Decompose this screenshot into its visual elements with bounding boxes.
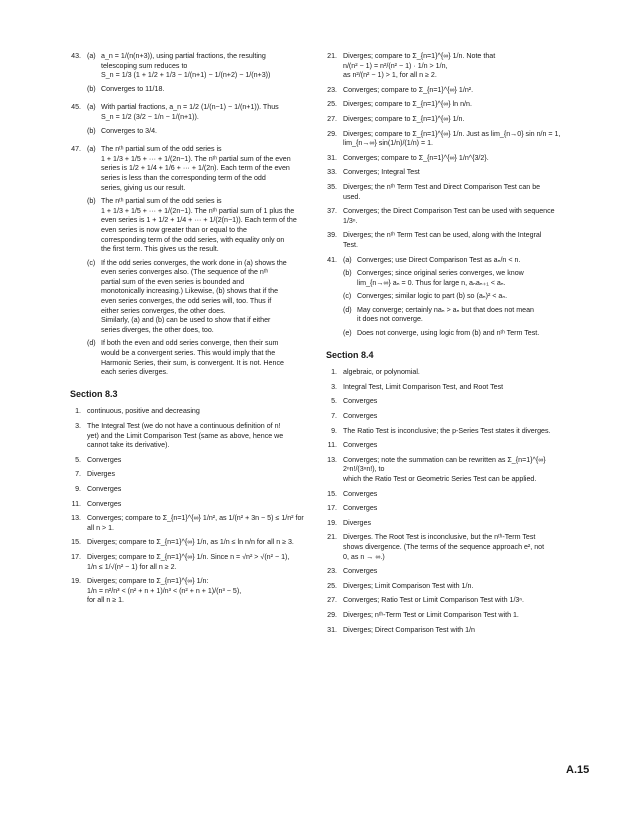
answer-body <box>343 582 562 592</box>
answer-body <box>343 130 562 149</box>
answer-entry <box>322 519 562 529</box>
answer-line: Diverges. The Root Test is inconclusive, but the nᵗʰ-Term Test <box>343 533 536 542</box>
answer-entry <box>322 441 562 451</box>
answer-body <box>343 596 562 606</box>
answer-line: partial sum of the even series is bounded and <box>101 277 245 286</box>
sub-answer-label: (b) <box>343 269 352 278</box>
answer-line: Diverges; nᵗʰ-Term Test or Limit Comparison Test with 1. <box>343 610 519 619</box>
answer-line: Diverges; the nᵗʰ Term Test can be used, along with the Integral <box>343 231 542 240</box>
answer-body <box>343 154 562 164</box>
answer-line: Similarly, (a) and (b) can be used to show that if either <box>101 316 271 325</box>
answer-line: S_n = 1/3 (1 + 1/2 + 1/3 − 1/(n+1) − 1/(n+2) − 1/(n+3)) <box>101 71 271 80</box>
answer-number: 11. <box>327 441 337 450</box>
sub-answer-label: (d) <box>343 305 352 314</box>
answer-number: 19. <box>327 518 337 527</box>
answer-number: 17. <box>327 504 337 513</box>
sub-answer-label: (c) <box>343 292 352 301</box>
answer-entry <box>322 168 562 178</box>
answer-line: continuous, positive and decreasing <box>87 407 200 416</box>
answer-body <box>343 383 562 393</box>
answer-entry <box>322 504 562 514</box>
answer-body <box>343 504 562 514</box>
sub-answer-label: (a) <box>87 145 96 154</box>
answer-line: Diverges; compare to Σ_{n=1}^{∞} 1/n, as 1/n ≤ ln n/n for all n ≥ 3. <box>87 538 294 547</box>
answer-line: Converges; since original series converges, we know <box>357 269 524 278</box>
sub-answer-body <box>357 292 562 302</box>
sub-answer-body <box>357 329 562 339</box>
answer-number: 41. <box>327 255 337 264</box>
answer-line: 1/n = n²/n³ < (n² + n + 1)/n³ < (n² + n + 1)/(n³ − 5), <box>87 586 242 595</box>
answer-number: 25. <box>327 100 337 109</box>
answer-line: monotonically increasing.) Likewise, (b) shows that if the <box>101 287 279 296</box>
sub-answer <box>343 306 562 325</box>
answer-line: series is less than the corresponding term of the odd <box>101 173 266 182</box>
answer-line: algebraic, or polynomial. <box>343 368 420 377</box>
answer-entry <box>322 397 562 407</box>
sub-answer-body <box>101 339 306 377</box>
answer-body <box>87 407 306 417</box>
answer-body <box>343 567 562 577</box>
sub-answer <box>87 259 306 336</box>
sub-answer-label: (b) <box>87 84 96 93</box>
answer-entry <box>66 485 306 495</box>
answer-line: each series diverges. <box>101 368 169 377</box>
answer-line: Converges; Integral Test <box>343 168 420 177</box>
answer-line: Diverges; compare to Σ_{n=1}^{∞} 1/n. <box>343 114 465 123</box>
answer-line: Diverges <box>87 470 115 479</box>
answer-body <box>87 500 306 510</box>
answer-body <box>343 256 562 343</box>
answer-number: 21. <box>327 533 337 542</box>
answer-number: 9. <box>331 426 337 435</box>
answer-entry <box>66 103 306 140</box>
answer-entry <box>322 207 562 226</box>
answer-line: Diverges; compare to Σ_{n=1}^{∞} 1/n: <box>87 577 209 586</box>
answer-number: 11. <box>71 499 81 508</box>
answer-line: lim_{n→∞} sin(1/n)/(1/n) = 1. <box>343 139 434 148</box>
answer-line: The nᵗʰ partial sum of the odd series is <box>101 145 222 154</box>
answer-entry <box>322 567 562 577</box>
sub-answer <box>343 269 562 288</box>
sub-answer <box>87 145 306 193</box>
answer-line: Diverges; compare to Σ_{n=1}^{∞} 1/n. Since n = √n² > √(n² − 1), <box>87 552 290 561</box>
answer-entry <box>322 115 562 125</box>
answer-number: 5. <box>331 397 337 406</box>
answer-line: Converges <box>343 567 378 576</box>
section-title-8-4: Section 8.4 <box>326 349 374 360</box>
answer-body <box>343 490 562 500</box>
answer-number: 13. <box>327 455 337 464</box>
answer-line: 0, as n → ∞.) <box>343 552 385 561</box>
answer-line: Converges to 11/18. <box>101 84 165 93</box>
answer-entry <box>66 500 306 510</box>
answer-entry <box>322 231 562 250</box>
answer-line: series is 1/2 + 1/4 + 1/6 + ··· + 1/(2n). Each term of the even <box>101 164 290 173</box>
answer-body <box>87 514 306 533</box>
answer-line: used. <box>343 192 361 201</box>
answer-line: shows divergence. (The terms of the sequence approach e², not <box>343 542 545 551</box>
answer-number: 43. <box>71 52 81 60</box>
answer-line: all n > 1. <box>87 523 115 532</box>
answer-line: Converges; Ratio Test or Limit Comparison Test with 1/3ⁿ. <box>343 596 524 605</box>
answer-line: The nᵗʰ partial sum of the odd series is <box>101 197 222 206</box>
sub-answer-label: (c) <box>87 258 96 267</box>
answer-entry <box>66 145 306 382</box>
answer-body <box>87 470 306 480</box>
sub-answer <box>87 127 306 137</box>
answer-line: Converges; compare to Σ_{n=1}^{∞} 1/n². <box>343 85 474 94</box>
answer-body <box>343 397 562 407</box>
answer-line: Diverges; compare to Σ_{n=1}^{∞} 1/n. Note that <box>343 52 496 60</box>
page-number: A.15 <box>566 764 590 776</box>
answer-line: Converges; the Direct Comparison Test can be used with sequence <box>343 207 555 216</box>
answer-line: a_n = 1/(n(n+3)), using partial fractions, the resulting <box>101 52 266 60</box>
answer-line: cannot take its derivative). <box>87 441 170 450</box>
answer-line: Diverges <box>343 518 371 527</box>
answer-number: 37. <box>327 207 337 216</box>
answer-entry <box>322 154 562 164</box>
answer-body <box>343 519 562 529</box>
answer-line: telescoping sum reduces to <box>101 61 188 70</box>
answer-line: yet) and the Limit Comparison Test (same as above, hence we <box>87 431 284 440</box>
answer-body <box>343 86 562 96</box>
left-section-entries <box>66 407 306 606</box>
answer-number: 47. <box>71 145 81 154</box>
answer-entry <box>322 183 562 202</box>
answer-line: Diverges; compare to Σ_{n=1}^{∞} ln n/n. <box>343 100 472 109</box>
answer-number: 15. <box>327 489 337 498</box>
answer-line: the first term. This gives us the result. <box>101 245 219 254</box>
answer-line: Test. <box>343 240 358 249</box>
answer-entry <box>66 514 306 533</box>
answer-body <box>343 231 562 250</box>
answer-line: Converges <box>343 441 378 450</box>
answer-entry <box>322 130 562 149</box>
answer-line: S_n = 1/2 (3/2 − 1/n − 1/(n+1)). <box>101 112 199 121</box>
sub-answer-body <box>357 256 562 266</box>
answer-number: 23. <box>327 85 337 94</box>
answer-line: Converges; similar logic to part (b) so (aₙ)² < aₙ. <box>357 292 508 301</box>
answer-entry <box>322 626 562 636</box>
answer-line: would be a convergent series. This would imply that the <box>101 349 276 358</box>
answer-number: 29. <box>327 129 337 138</box>
answer-number: 45. <box>71 103 81 112</box>
answer-entry <box>322 368 562 378</box>
answer-line: even series converges also. (The sequence of the nᵗʰ <box>101 268 269 277</box>
answer-line: May converge; certainly naₙ > aₙ but that does not mean <box>357 305 534 314</box>
answer-number: 23. <box>327 567 337 576</box>
answer-line: Converges <box>87 455 122 464</box>
answer-number: 27. <box>327 596 337 605</box>
answer-entry <box>66 538 306 548</box>
answer-line: which the Ratio Test or Geometric Series Test can be applied. <box>343 475 537 483</box>
sub-answer <box>87 52 306 81</box>
answer-number: 1. <box>75 407 81 416</box>
answer-body <box>87 456 306 466</box>
sub-answer-body <box>357 269 562 288</box>
sub-answer <box>343 329 562 339</box>
right-section-entries <box>322 368 562 635</box>
answer-line: lim_{n→∞} aₙ = 0. Thus for large n, aₙaₙ₊₁ < aₙ. <box>357 278 506 287</box>
answer-line: either series converges, the other does. <box>101 306 226 315</box>
answer-line: it does not converge. <box>357 315 423 324</box>
answer-body <box>343 168 562 178</box>
answer-number: 29. <box>327 610 337 619</box>
answer-line: Converges <box>87 484 122 493</box>
answer-entry <box>66 553 306 572</box>
answer-line: The Ratio Test is inconclusive; the p-Series Test states it diverges. <box>343 426 551 435</box>
answer-entry <box>322 86 562 96</box>
left-column <box>66 52 306 611</box>
section-title-8-3: Section 8.3 <box>70 388 118 399</box>
answer-line: series, giving us our result. <box>101 183 186 192</box>
answer-line: Integral Test, Limit Comparison Test, and Root Test <box>343 382 504 391</box>
answer-body <box>87 52 306 98</box>
answer-entry <box>66 422 306 451</box>
answer-body <box>343 52 562 81</box>
answer-number: 19. <box>71 577 81 586</box>
sub-answer-body <box>101 145 306 193</box>
sub-answer-body <box>101 197 306 255</box>
answer-number: 7. <box>331 412 337 421</box>
answer-line: even series converges, the odd series will, too. Thus if <box>101 297 272 306</box>
answer-line: Converges; use Direct Comparison Test as aₙ/n < n. <box>357 255 521 264</box>
answer-line: If both the even and odd series converge, then their sum <box>101 339 279 348</box>
sub-answer <box>87 197 306 255</box>
answer-entry <box>66 470 306 480</box>
answer-line: Converges <box>87 499 122 508</box>
answer-number: 21. <box>327 52 337 60</box>
sub-answer-body <box>101 52 306 81</box>
answer-body <box>343 441 562 451</box>
answer-line: as n²/(n² − 1) > 1, for all n ≥ 2. <box>343 71 437 80</box>
sub-answer <box>343 256 562 266</box>
answer-line: Diverges; Direct Comparison Test with 1/n <box>343 625 475 634</box>
answer-body <box>87 485 306 495</box>
right-top-entries <box>322 52 562 343</box>
answer-entry <box>66 577 306 606</box>
answer-entry <box>66 456 306 466</box>
answer-line: even series is 1 + 1/2 + 1/4 + ··· + 1/(2(n−1)). Each term of the <box>101 216 297 225</box>
answer-body <box>87 422 306 451</box>
sub-answer-label: (a) <box>87 52 96 60</box>
answer-line: for all n ≥ 1. <box>87 596 125 605</box>
answer-entry <box>322 100 562 110</box>
answer-entry <box>322 533 562 562</box>
answer-body <box>343 456 562 485</box>
answer-number: 3. <box>331 382 337 391</box>
sub-answer-body <box>357 306 562 325</box>
answer-body <box>343 207 562 226</box>
right-column <box>322 52 562 640</box>
answer-entry <box>322 611 562 621</box>
answer-line: Converges; compare to Σ_{n=1}^{∞} 1/n^{3/2}. <box>343 153 489 162</box>
sub-answer-body <box>101 259 306 336</box>
answer-line: even series is now greater than or equal to the <box>101 225 247 234</box>
answer-number: 25. <box>327 581 337 590</box>
answer-body <box>87 145 306 382</box>
answer-entry <box>322 490 562 500</box>
answer-number: 1. <box>331 368 337 377</box>
answer-number: 31. <box>327 625 337 634</box>
answer-body <box>343 626 562 636</box>
answer-line: The Integral Test (we do not have a continuous definition of n! <box>87 422 281 430</box>
sub-answer <box>87 103 306 122</box>
answer-line: Diverges; compare to Σ_{n=1}^{∞} 1/n. Just as lim_{n→0} sin n/n = 1, <box>343 129 561 138</box>
answer-line: Converges <box>343 489 378 498</box>
sub-answer-body <box>101 127 306 137</box>
answer-body <box>343 427 562 437</box>
sub-answer-label: (a) <box>343 255 352 264</box>
answer-entry <box>322 582 562 592</box>
answer-body <box>343 611 562 621</box>
answer-entry <box>322 596 562 606</box>
answer-line: 1 + 1/3 + 1/5 + ··· + 1/(2n−1). The nᵗʰ partial sum of 1 plus the <box>101 206 295 215</box>
answer-line: Converges <box>343 504 378 513</box>
answer-entry <box>322 412 562 422</box>
answer-line: series diverges, the other does, too. <box>101 325 214 334</box>
sub-answer <box>343 292 562 302</box>
answer-body <box>343 368 562 378</box>
answer-entry <box>322 52 562 81</box>
left-top-entries <box>66 52 306 382</box>
sub-answer <box>87 85 306 95</box>
answer-entry <box>322 456 562 485</box>
answer-body <box>87 103 306 140</box>
answer-number: 17. <box>71 552 81 561</box>
answer-line: Converges <box>343 397 378 406</box>
answer-entry <box>322 383 562 393</box>
answer-entry <box>322 256 562 343</box>
answer-body <box>87 538 306 548</box>
answer-entry <box>66 407 306 417</box>
answer-body <box>343 100 562 110</box>
answer-line: With partial fractions, a_n = 1/2 (1/(n−1) − 1/(n+1)). Thus <box>101 103 279 112</box>
answer-line: Converges to 3/4. <box>101 126 157 135</box>
answer-entry <box>322 427 562 437</box>
answer-number: 13. <box>71 514 81 523</box>
answer-body <box>343 533 562 562</box>
answer-body <box>343 115 562 125</box>
answer-body <box>343 183 562 202</box>
sub-answer-label: (b) <box>87 197 96 206</box>
answer-line: Harmonic Series, their sum, is convergent. It is not. Hence <box>101 358 284 367</box>
answer-line: Does not converge, using logic from (b) and nᵗʰ Term Test. <box>357 329 540 338</box>
answer-entry <box>66 52 306 98</box>
answer-number: 39. <box>327 231 337 240</box>
answer-body <box>343 412 562 422</box>
answer-number: 35. <box>327 182 337 191</box>
sub-answer-label: (b) <box>87 126 96 135</box>
answer-body <box>87 553 306 572</box>
answer-line: 1 + 1/3 + 1/5 + ··· + 1/(2n−1). The nᵗʰ partial sum of the even <box>101 154 291 163</box>
answer-number: 27. <box>327 114 337 123</box>
answer-line: n/(n² − 1) = n²/(n² − 1) · 1/n > 1/n, <box>343 61 448 70</box>
answer-line: corresponding term of the odd series, with equality only on <box>101 235 285 244</box>
answer-line: If the odd series converges, the work done in (a) shows the <box>101 258 287 267</box>
answer-number: 7. <box>75 470 81 479</box>
answer-line: Converges; note the summation can be rewritten as Σ_{n=1}^{∞} 2ⁿn!/(3ⁿn!), to <box>343 455 546 474</box>
answer-number: 5. <box>75 455 81 464</box>
sub-answer <box>87 339 306 377</box>
sub-answer-body <box>101 103 306 122</box>
answer-number: 9. <box>75 484 81 493</box>
answer-body <box>87 577 306 606</box>
answer-line: Diverges; Limit Comparison Test with 1/n. <box>343 581 474 590</box>
sub-answer-body <box>101 85 306 95</box>
answer-line: Diverges; the nᵗʰ Term Test and Direct Comparison Test can be <box>343 182 541 191</box>
answer-line: 1/n ≤ 1/√(n² − 1) for all n ≥ 2. <box>87 562 177 571</box>
answer-line: Converges; compare to Σ_{n=1}^{∞} 1/n², as 1/(n² + 3n − 5) ≤ 1/n² for <box>87 514 304 523</box>
answer-number: 33. <box>327 168 337 177</box>
answer-line: Converges <box>343 412 378 421</box>
answer-line: 1/3ⁿ. <box>343 216 358 225</box>
sub-answer-label: (a) <box>87 103 96 112</box>
sub-answer-label: (e) <box>343 329 352 338</box>
answer-number: 31. <box>327 153 337 162</box>
answer-number: 3. <box>75 422 81 430</box>
answer-number: 15. <box>71 538 81 547</box>
sub-answer-label: (d) <box>87 339 96 348</box>
